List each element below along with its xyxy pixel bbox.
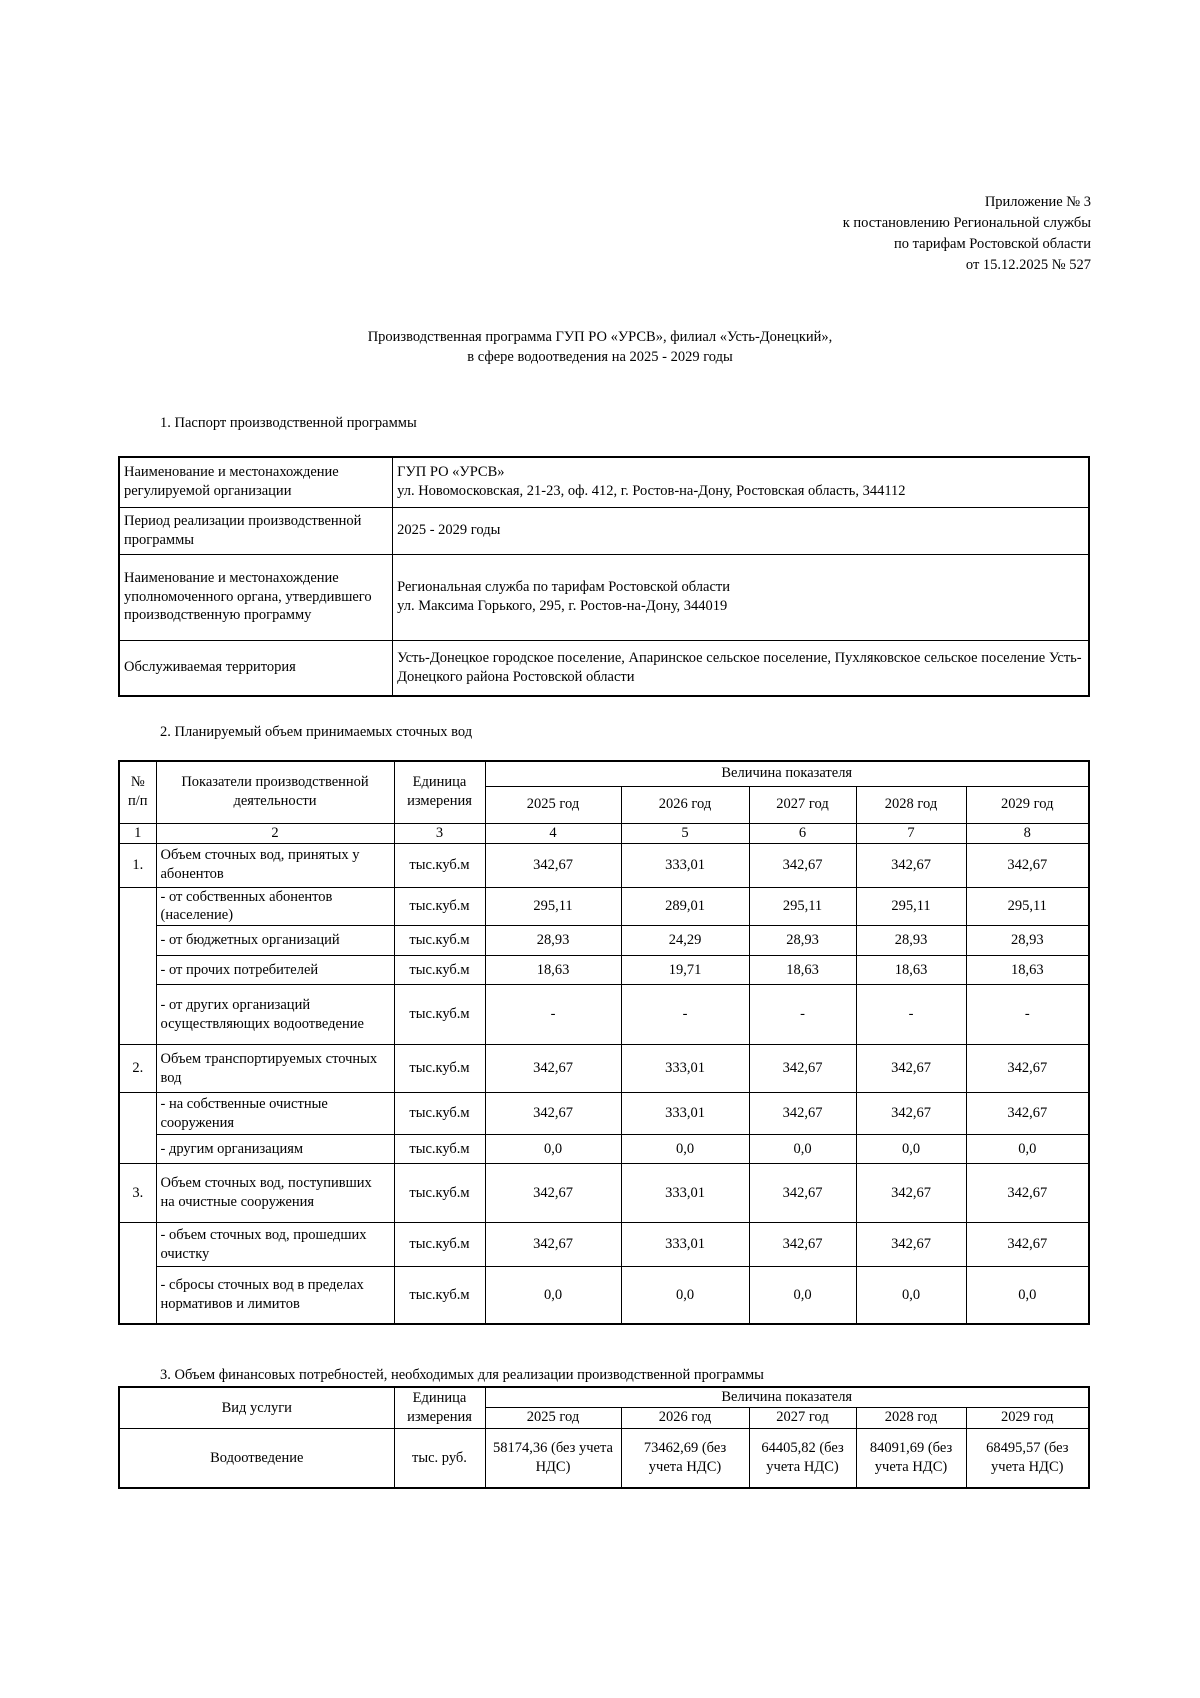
passport-value-line: ул. Новомосковская, 21-23, оф. 412, г. Ростов-на-Дону, Ростовская область, 344112 bbox=[397, 483, 906, 500]
indicator-value: 342,67 bbox=[856, 843, 966, 887]
indicator-value: 18,63 bbox=[485, 956, 621, 985]
head-value: Величина показателя bbox=[485, 1387, 1089, 1407]
indicator-name: Объем сточных вод, принятых у абонентов bbox=[156, 843, 394, 887]
passport-value: Усть-Донецкое городское поселение, Апаринское сельское поселение, Пухляковское сельское поселение Усть-Донецкого района Ростовской области bbox=[393, 640, 1089, 696]
finance-value: 64405,82 (без учета НДС) bbox=[749, 1428, 856, 1488]
passport-row bbox=[119, 554, 1089, 640]
indicator-unit: тыс.куб.м bbox=[394, 956, 485, 985]
indicator-unit: тыс.куб.м bbox=[394, 1045, 485, 1093]
volume-row bbox=[119, 985, 1089, 1045]
indicator-value: 0,0 bbox=[966, 1267, 1089, 1324]
year-header: 2029 год bbox=[966, 786, 1089, 823]
service-name: Водоотведение bbox=[119, 1428, 394, 1488]
indicator-value: 342,67 bbox=[856, 1164, 966, 1223]
indicator-name: - от собственных абонентов (население) bbox=[156, 887, 394, 926]
indicator-value: 24,29 bbox=[621, 926, 749, 956]
column-number-row bbox=[119, 823, 1089, 843]
row-number bbox=[119, 1223, 156, 1324]
passport-row bbox=[119, 507, 1089, 554]
indicator-value: 0,0 bbox=[621, 1267, 749, 1324]
indicator-value: 342,67 bbox=[485, 1223, 621, 1267]
indicator-value: 342,67 bbox=[485, 1164, 621, 1223]
finance-row bbox=[119, 1428, 1089, 1488]
indicator-value: - bbox=[856, 985, 966, 1045]
indicator-value: 333,01 bbox=[621, 1164, 749, 1223]
volume-row bbox=[119, 1135, 1089, 1164]
indicator-value: 342,67 bbox=[966, 1045, 1089, 1093]
indicator-name: - объем сточных вод, прошедших очистку bbox=[156, 1223, 394, 1267]
head-num: № п/п bbox=[119, 761, 156, 823]
row-number: 2. bbox=[119, 1045, 156, 1093]
volume-row bbox=[119, 926, 1089, 956]
passport-label: Обслуживаемая территория bbox=[119, 640, 393, 696]
indicator-name: Объем транспортируемых сточных вод bbox=[156, 1045, 394, 1093]
passport-value-line: Региональная служба по тарифам Ростовской области bbox=[397, 579, 730, 596]
indicator-value: 295,11 bbox=[856, 887, 966, 926]
head-service: Вид услуги bbox=[119, 1387, 394, 1428]
indicator-value: 0,0 bbox=[485, 1135, 621, 1164]
indicator-value: 28,93 bbox=[485, 926, 621, 956]
indicator-value: 0,0 bbox=[749, 1267, 856, 1324]
col-number: 5 bbox=[621, 823, 749, 843]
indicator-value: 342,67 bbox=[485, 1045, 621, 1093]
indicator-value: 0,0 bbox=[749, 1135, 856, 1164]
indicator-value: 0,0 bbox=[966, 1135, 1089, 1164]
indicator-value: 295,11 bbox=[749, 887, 856, 926]
indicator-value: 0,0 bbox=[485, 1267, 621, 1324]
appendix-line-1: Приложение № 3 bbox=[984, 194, 1091, 210]
volume-row bbox=[119, 1093, 1089, 1135]
indicator-value: 333,01 bbox=[621, 1045, 749, 1093]
year-header: 2025 год bbox=[485, 786, 621, 823]
indicator-name: - другим организациям bbox=[156, 1135, 394, 1164]
indicator-value: 18,63 bbox=[856, 956, 966, 985]
indicator-value: 295,11 bbox=[966, 887, 1089, 926]
volume-row bbox=[119, 887, 1089, 926]
volume-row bbox=[119, 1045, 1089, 1093]
passport-value-line: ул. Максима Горького, 295, г. Ростов-на-Дону, 344019 bbox=[397, 598, 728, 614]
col-number: 7 bbox=[856, 823, 966, 843]
indicator-value: 28,93 bbox=[856, 926, 966, 956]
indicator-value: - bbox=[749, 985, 856, 1045]
passport-value-line: ГУП РО «УРСВ» bbox=[397, 464, 505, 481]
indicator-value: - bbox=[485, 985, 621, 1045]
col-number: 3 bbox=[394, 823, 485, 843]
title-line-1: Производственная программа ГУП РО «УРСВ», филиал «Усть-Донецкий», bbox=[367, 329, 833, 345]
section-2-heading: 2. Планируемый объем принимаемых сточных вод bbox=[160, 724, 473, 740]
indicator-value: 333,01 bbox=[621, 843, 749, 887]
head-unit: Единица измерения bbox=[394, 1387, 485, 1428]
head-indicator: Показатели производственной деятельности bbox=[156, 761, 394, 823]
indicator-unit: тыс.куб.м bbox=[394, 843, 485, 887]
indicator-value: 0,0 bbox=[856, 1267, 966, 1324]
indicator-value: 18,63 bbox=[749, 956, 856, 985]
indicator-value: 342,67 bbox=[485, 843, 621, 887]
indicator-value: 342,67 bbox=[966, 1164, 1089, 1223]
indicator-value: 342,67 bbox=[749, 1045, 856, 1093]
volume-row bbox=[119, 956, 1089, 985]
finance-value: 58174,36 (без учета НДС) bbox=[485, 1428, 621, 1488]
volume-row bbox=[119, 1223, 1089, 1267]
passport-label: Период реализации производственной программы bbox=[119, 507, 393, 554]
volume-table bbox=[118, 760, 1090, 1325]
appendix-block bbox=[843, 192, 1091, 276]
indicator-value: 342,67 bbox=[749, 1223, 856, 1267]
volume-row bbox=[119, 1164, 1089, 1223]
indicator-unit: тыс.куб.м bbox=[394, 985, 485, 1045]
indicator-value: 289,01 bbox=[621, 887, 749, 926]
col-number: 6 bbox=[749, 823, 856, 843]
indicator-value: 0,0 bbox=[621, 1135, 749, 1164]
year-header: 2025 год bbox=[485, 1407, 621, 1428]
indicator-value: - bbox=[966, 985, 1089, 1045]
finance-value: 84091,69 (без учета НДС) bbox=[856, 1428, 966, 1488]
year-header: 2027 год bbox=[749, 786, 856, 823]
year-header: 2029 год bbox=[966, 1407, 1089, 1428]
indicator-name: - сбросы сточных вод в пределах нормативов и лимитов bbox=[156, 1267, 394, 1324]
indicator-name: - на собственные очистные сооружения bbox=[156, 1093, 394, 1135]
indicator-value: 342,67 bbox=[485, 1093, 621, 1135]
indicator-value: 342,67 bbox=[856, 1045, 966, 1093]
row-number bbox=[119, 887, 156, 1045]
indicator-value: 333,01 bbox=[621, 1093, 749, 1135]
head-value: Величина показателя bbox=[485, 761, 1089, 786]
volume-row bbox=[119, 1267, 1089, 1324]
title-line-2: в сфере водоотведения на 2025 - 2029 годы bbox=[467, 349, 733, 365]
finance-head-row bbox=[119, 1387, 1089, 1407]
col-number: 8 bbox=[966, 823, 1089, 843]
indicator-value: 18,63 bbox=[966, 956, 1089, 985]
section-1-heading: 1. Паспорт производственной программы bbox=[160, 415, 417, 431]
finance-value: 68495,57 (без учета НДС) bbox=[966, 1428, 1089, 1488]
passport-label: Наименование и местонахождение регулируемой организации bbox=[119, 457, 393, 507]
indicator-value: 295,11 bbox=[485, 887, 621, 926]
row-number bbox=[119, 1093, 156, 1164]
indicator-value: - bbox=[621, 985, 749, 1045]
indicator-value: 342,67 bbox=[966, 1223, 1089, 1267]
year-header: 2026 год bbox=[621, 1407, 749, 1428]
indicator-value: 342,67 bbox=[966, 843, 1089, 887]
indicator-value: 28,93 bbox=[749, 926, 856, 956]
indicator-name: - от прочих потребителей bbox=[156, 956, 394, 985]
passport-value: 2025 - 2029 годы bbox=[393, 507, 1089, 554]
indicator-value: 342,67 bbox=[749, 843, 856, 887]
year-header: 2028 год bbox=[856, 786, 966, 823]
row-number: 1. bbox=[119, 843, 156, 887]
col-number: 1 bbox=[119, 823, 156, 843]
indicator-name: - от бюджетных организаций bbox=[156, 926, 394, 956]
volume-body bbox=[119, 843, 1089, 1324]
col-number: 2 bbox=[156, 823, 394, 843]
appendix-line-2: к постановлению Региональной службы bbox=[842, 215, 1091, 231]
indicator-unit: тыс.куб.м bbox=[394, 887, 485, 926]
year-header: 2026 год bbox=[621, 786, 749, 823]
indicator-value: 342,67 bbox=[749, 1164, 856, 1223]
finance-table bbox=[118, 1386, 1090, 1489]
appendix-line-3: по тарифам Ростовской области bbox=[894, 236, 1091, 252]
head-unit: Единица измерения bbox=[394, 761, 485, 823]
indicator-value: 342,67 bbox=[749, 1093, 856, 1135]
year-header: 2028 год bbox=[856, 1407, 966, 1428]
indicator-name: Объем сточных вод, поступивших на очистные сооружения bbox=[156, 1164, 394, 1223]
indicator-unit: тыс.куб.м bbox=[394, 1223, 485, 1267]
indicator-unit: тыс.куб.м bbox=[394, 1135, 485, 1164]
indicator-name: - от других организаций осуществляющих водоотведение bbox=[156, 985, 394, 1045]
passport-row bbox=[119, 457, 1089, 507]
passport-value bbox=[393, 457, 1089, 507]
volume-row bbox=[119, 843, 1089, 887]
row-number: 3. bbox=[119, 1164, 156, 1223]
passport-label: Наименование и местонахождение уполномоченного органа, утвердившего производственную программу bbox=[119, 554, 393, 640]
col-number: 4 bbox=[485, 823, 621, 843]
indicator-value: 333,01 bbox=[621, 1223, 749, 1267]
indicator-value: 342,67 bbox=[856, 1223, 966, 1267]
indicator-unit: тыс.куб.м bbox=[394, 1093, 485, 1135]
indicator-value: 342,67 bbox=[856, 1093, 966, 1135]
volume-head-row bbox=[119, 761, 1089, 786]
section-3-heading: 3. Объем финансовых потребностей, необходимых для реализации производственной программы bbox=[160, 1367, 764, 1383]
indicator-unit: тыс.куб.м bbox=[394, 1164, 485, 1223]
appendix-line-4: от 15.12.2025 № 527 bbox=[965, 257, 1091, 273]
indicator-value: 342,67 bbox=[966, 1093, 1089, 1135]
service-unit: тыс. руб. bbox=[394, 1428, 485, 1488]
indicator-value: 0,0 bbox=[856, 1135, 966, 1164]
finance-value: 73462,69 (без учета НДС) bbox=[621, 1428, 749, 1488]
passport-value bbox=[393, 554, 1089, 640]
indicator-value: 28,93 bbox=[966, 926, 1089, 956]
indicator-value: 19,71 bbox=[621, 956, 749, 985]
year-header: 2027 год bbox=[749, 1407, 856, 1428]
document-title bbox=[0, 327, 1200, 367]
passport-row bbox=[119, 640, 1089, 696]
indicator-unit: тыс.куб.м bbox=[394, 1267, 485, 1324]
passport-table bbox=[118, 456, 1090, 697]
indicator-unit: тыс.куб.м bbox=[394, 926, 485, 956]
